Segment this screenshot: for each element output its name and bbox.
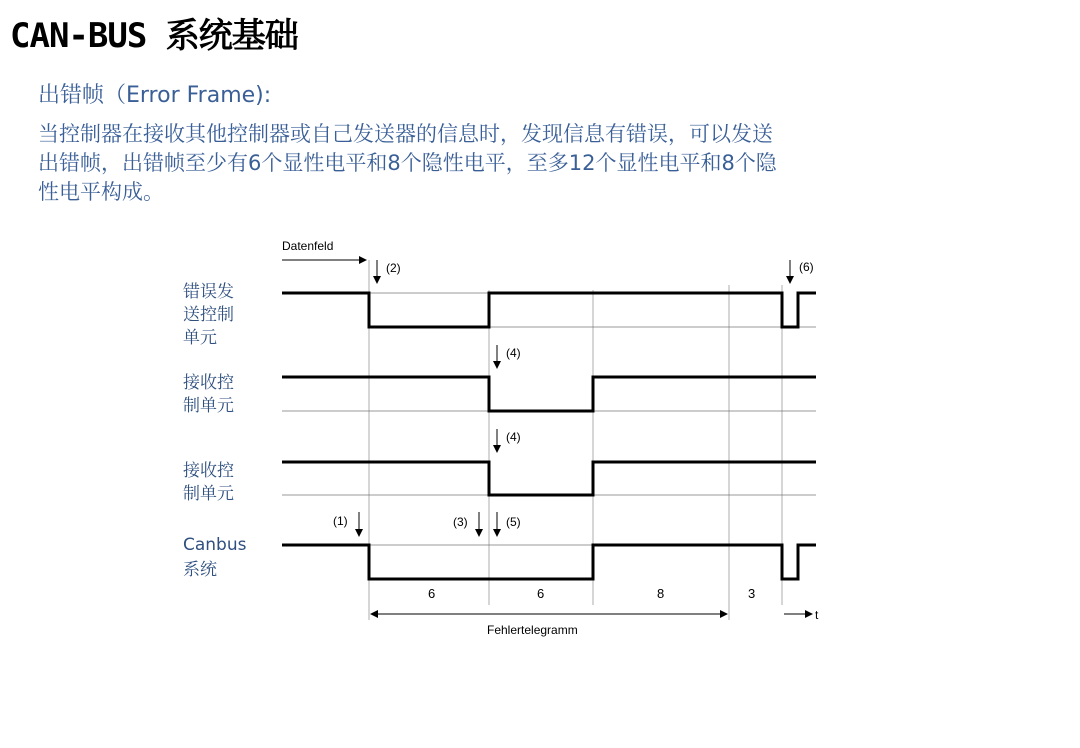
marker-5-label: (5) [506,515,521,529]
description-line: 当控制器在接收其他控制器或自己发送器的信息时，发现信息有错误，可以发送 [38,122,773,146]
sender-signal-trace [282,293,816,327]
sender-label-line: 错误发 [183,282,234,302]
receiver2-label-line: 制单元 [183,484,234,504]
page-title: CAN-BUS 系统基础 [10,16,298,56]
segment-count-superposition: 6 [537,586,545,601]
marker-4-label: (4) [506,346,521,360]
receiver2-signal-trace [282,462,816,495]
marker-6-label: (6) [799,260,814,274]
section-subtitle: 出错帧（Error Frame): [38,83,272,108]
bus-signal-trace [282,545,816,579]
error-telegram-label: Fehlertelegramm [487,623,578,637]
segment-count-dominant: 6 [428,586,436,601]
marker-2-label: (2) [386,261,401,275]
marker-1-label: (1) [333,514,348,528]
segment-count-interframe: 3 [748,586,756,601]
bus-label-line: 系统 [183,560,217,580]
description-line: 性电平构成。 [38,180,164,204]
bus-label-line: Canbus [183,535,247,555]
receiver1-label-line: 制单元 [183,396,234,416]
marker-3-label: (3) [453,515,468,529]
sender-label-line: 送控制 [183,305,234,325]
description-line: 出错帧，出错帧至少有6个显性电平和8个隐性电平，至多12个显性电平和8个隐 [38,151,777,175]
datenfeld-label: Datenfeld [282,239,334,253]
receiver1-signal-trace [282,377,816,411]
receiver2-label-line: 接收控 [183,461,234,481]
time-axis-label: t [815,608,819,622]
sender-label-line: 单元 [183,328,217,348]
receiver1-label-line: 接收控 [183,373,234,393]
marker-4-label: (4) [506,430,521,444]
segment-count-recessive: 8 [657,586,665,601]
